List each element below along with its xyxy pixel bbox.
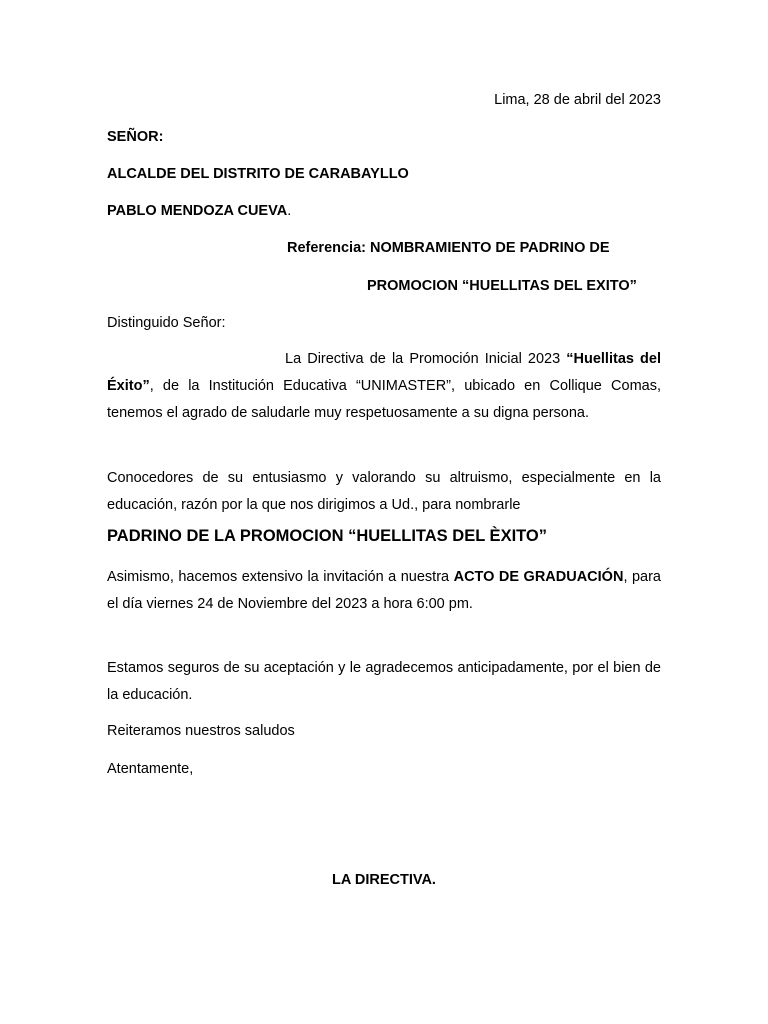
letter-date: Lima, 28 de abril del 2023 <box>494 92 661 108</box>
paragraph-3 <box>107 564 661 618</box>
recipient-name-line <box>107 201 291 221</box>
signature: LA DIRECTIVA. <box>332 872 436 888</box>
recipient-name: PABLO MENDOZA CUEVA <box>107 203 288 219</box>
salutation-title: SEÑOR: <box>107 129 164 145</box>
reference-line-1: Referencia: NOMBRAMIENTO DE PADRINO DE <box>287 240 610 256</box>
paragraph-3-text-b: , para el día viernes 24 de Noviembre del 2023 a hora 6:00 pm. <box>107 569 661 612</box>
reference-line-2: PROMOCION “HUELLITAS DEL EXITO” <box>367 278 637 294</box>
headline: PADRINO DE LA PROMOCION “HUELLITAS DEL ÈXITO” <box>107 527 548 545</box>
closing-regards: Reiteramos nuestros saludos <box>107 723 295 739</box>
promotion-name: “Huellitas del Éxito” <box>107 351 661 394</box>
recipient-office: ALCALDE DEL DISTRITO DE CARABAYLLO <box>107 166 409 182</box>
paragraph-3-text-a: Asimismo, hacemos extensivo la invitación a nuestra <box>107 569 454 585</box>
closing-sincerely: Atentamente, <box>107 761 194 777</box>
graduation-event: ACTO DE GRADUACIÓN <box>453 569 624 585</box>
paragraph-4: Estamos seguros de su aceptación y le agradecemos anticipadamente, por el bien de la educación. <box>107 660 661 703</box>
greeting: Distinguido Señor: <box>107 315 226 331</box>
paragraph-1-text-a: La Directiva de la Promoción Inicial 2023 <box>285 351 567 367</box>
paragraph-2: Conocedores de su entusiasmo y valorando su altruismo, especialmente en la educación, razón por la que nos dirigimos a Ud., para nombrarle <box>107 470 661 513</box>
recipient-name-period: . <box>287 203 292 219</box>
paragraph-1 <box>107 346 661 427</box>
paragraph-1-text-b: , de la Institución Educativa “UNIMASTER”, ubicado en Collique Comas, tenemos el agrado de saludarle muy respetuosamente a su digna persona. <box>107 378 661 421</box>
